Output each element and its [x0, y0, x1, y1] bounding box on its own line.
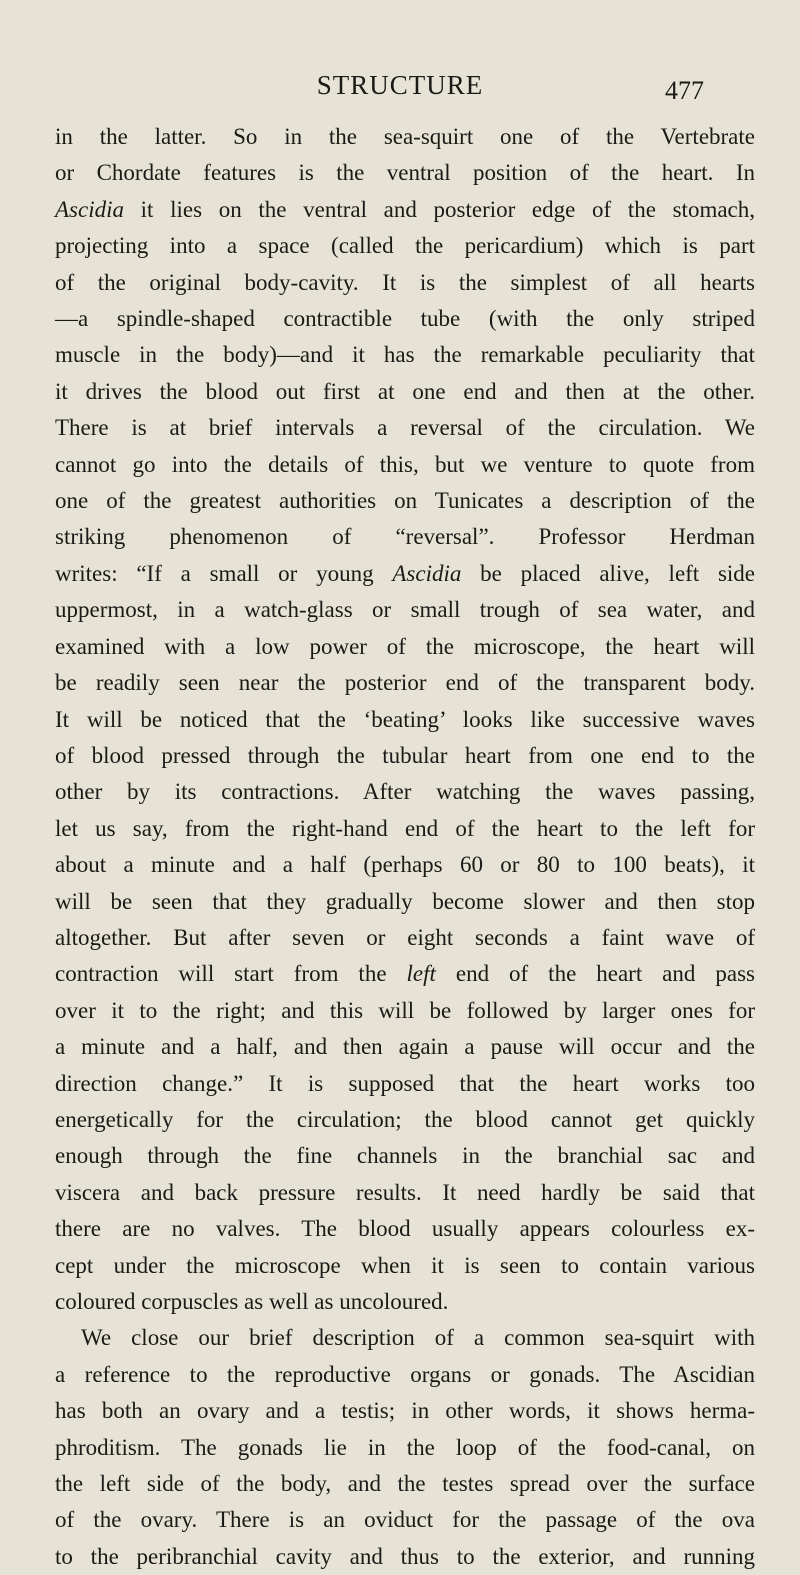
text-line: about a minute and a half (perhaps 60 or 80 to 100 beats), it: [55, 852, 755, 878]
text-line: projecting into a space (called the pericardium) which is part: [55, 233, 755, 259]
text-line: a minute and a half, and then again a pause will occur and the: [55, 1034, 755, 1060]
text-line: over it to the right; and this will be followed by larger ones for: [55, 997, 755, 1023]
text-line: in the latter. So in the sea-squirt one of the Vertebrate: [55, 124, 755, 149]
text-line: muscle in the body)—and it has the remarkable peculiarity that: [55, 342, 755, 368]
text-line: direction change.” It is supposed that the heart works too: [55, 1070, 755, 1096]
text-line: phroditism. The gonads lie in the loop of the food-canal, on: [55, 1434, 755, 1460]
text-line: There is at brief intervals a reversal of the circulation. We: [55, 415, 755, 441]
text-line: a reference to the reproductive organs or gonads. The Ascidian: [55, 1361, 755, 1387]
text-line: it drives the blood out first at one end and then at the other.: [55, 378, 755, 404]
text-line: there are no valves. The blood usually appears colourless ex-: [55, 1216, 755, 1242]
text-line: of the original body-cavity. It is the simplest of all hearts: [55, 269, 755, 295]
paragraph-start-line: We close our brief description of a common sea-squirt with: [81, 1325, 755, 1351]
text-line: be readily seen near the posterior end of the transparent body.: [55, 670, 755, 696]
text-line: examined with a low power of the microscope, the heart will: [55, 633, 755, 659]
text-line: writes: “If a small or young Ascidia be placed alive, left side: [55, 560, 755, 586]
text-line: altogether. But after seven or eight seconds a faint wave of: [55, 924, 755, 950]
text-line: cannot go into the details of this, but we venture to quote from: [55, 451, 755, 477]
text-line: uppermost, in a watch-glass or small trough of sea water, and: [55, 597, 755, 623]
body-text: [55, 119, 755, 1575]
text-line: will be seen that they gradually become slower and then stop: [55, 888, 755, 914]
text-line: It will be noticed that the ‘beating’ looks like successive waves: [55, 706, 755, 732]
text-line: one of the greatest authorities on Tunicates a description of the: [55, 488, 755, 514]
text-line: contraction will start from the left end of the heart and pass: [55, 961, 755, 987]
text-line: to the peribranchial cavity and thus to the exterior, and running: [55, 1543, 755, 1569]
paragraph-end-line: coloured corpuscles as well as uncoloured.: [55, 1289, 449, 1314]
running-title: STRUCTURE: [316, 70, 484, 100]
text-line: of blood pressed through the tubular heart from one end to the: [55, 742, 755, 768]
text-line: cept under the microscope when it is seen to contain various: [55, 1252, 755, 1278]
text-line: Ascidia it lies on the ventral and posterior edge of the stomach,: [55, 196, 755, 222]
page-number: 477: [665, 76, 704, 105]
text-line: viscera and back pressure results. It need hardly be said that: [55, 1179, 755, 1205]
text-line: let us say, from the right-hand end of the heart to the left for: [55, 815, 755, 841]
text-line: other by its contractions. After watching the waves passing,: [55, 779, 755, 805]
text-line: striking phenomenon of “reversal”. Professor Herdman: [55, 524, 755, 550]
text-line: enough through the fine channels in the branchial sac and: [55, 1143, 755, 1169]
text-line: —a spindle-shaped contractible tube (with the only striped: [55, 306, 755, 332]
text-line: of the ovary. There is an oviduct for the passage of the ova: [55, 1507, 755, 1533]
text-line: the left side of the body, and the testes spread over the surface: [55, 1471, 755, 1497]
text-line: energetically for the circulation; the blood cannot get quickly: [55, 1106, 755, 1132]
text-line: or Chordate features is the ventral position of the heart. In: [55, 160, 755, 186]
text-line: has both an ovary and a testis; in other words, it shows herma-: [55, 1398, 755, 1424]
